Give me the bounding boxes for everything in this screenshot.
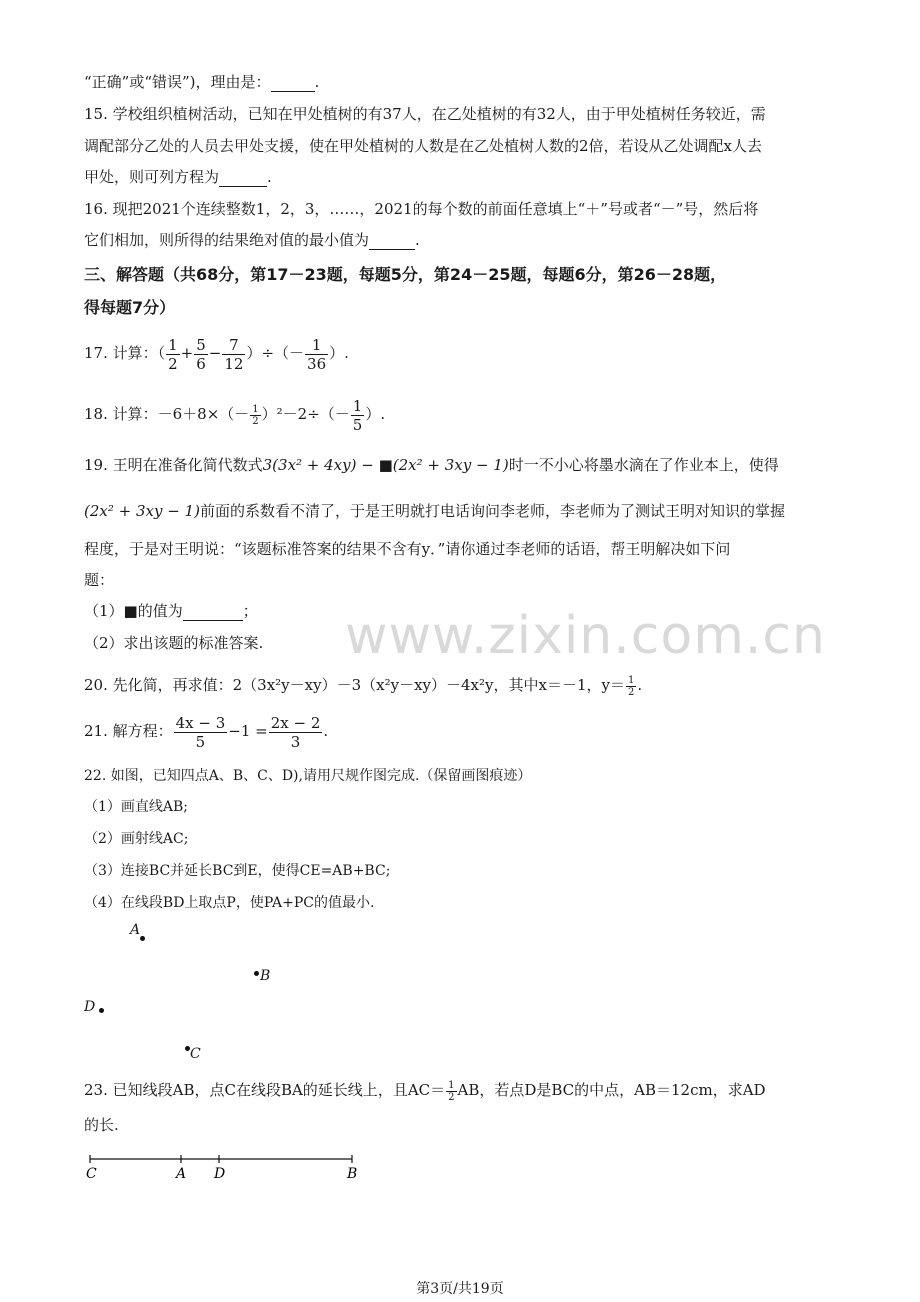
frac-denominator: 3 — [290, 732, 301, 751]
point-d — [99, 1008, 104, 1013]
q15-end: . — [267, 168, 272, 186]
label-d: D — [214, 1166, 226, 1182]
q17-frac4 — [305, 336, 328, 373]
q17-frac3 — [222, 336, 245, 373]
q16-line2-text: 它们相加，则所得的结果绝对值的最小值为 — [84, 231, 370, 249]
q19-expression: 3(3x² + 4xy) − ■(2x² + 3xy − 1) — [262, 456, 509, 474]
section3-heading-line2: 得每题7分） — [84, 298, 176, 317]
watermark: www.zixin.com.cn — [345, 606, 826, 666]
q20 — [84, 670, 642, 700]
q17-frac1 — [166, 336, 180, 373]
q18-frac2 — [351, 397, 365, 434]
q20-text: 20. 先化简，再求值：2（3x²y－xy）－3（x²y－xy）－4x²y，其中x＝－1，y＝ — [84, 676, 625, 694]
point-a — [140, 936, 145, 941]
q19-line2-expression: (2x² + 3xy − 1) — [84, 502, 200, 520]
q21-suffix: . — [323, 722, 329, 740]
q17 — [84, 333, 349, 373]
q15-answer-blank[interactable] — [219, 170, 267, 187]
prev-question-tail — [84, 72, 319, 92]
q21 — [84, 711, 328, 751]
frac-numerator: 4x − 3 — [175, 713, 226, 732]
point-label-b: B — [260, 968, 271, 984]
q17-suffix: ）. — [329, 344, 349, 362]
q23-line2: 的长. — [84, 1116, 119, 1134]
frac-numerator: 1 — [448, 1079, 455, 1091]
q19-sub1-text: （1）■的值为 — [84, 602, 183, 620]
q21-frac2 — [269, 714, 323, 751]
frac-denominator: 2 — [252, 415, 259, 427]
q19-sub2: （2）求出该题的标准答案. — [84, 634, 264, 652]
prev-tail-end: . — [314, 73, 320, 91]
page-footer: 第3页/共19页 — [416, 1281, 504, 1297]
q22-line1: 22. 如图，已知四点A、B、C、D),请用尺规作图完成.（保留画图痕迹） — [84, 768, 532, 784]
q20-suffix: . — [637, 676, 643, 694]
q23-line1 — [84, 1074, 766, 1106]
q16-end: . — [415, 231, 420, 249]
frac-denominator: 5 — [352, 415, 363, 434]
q17-op1: + — [180, 344, 194, 362]
point-label-d: D — [84, 999, 96, 1015]
frac-denominator: 2 — [448, 1091, 455, 1103]
q18-frac1 — [250, 404, 260, 427]
label-a: A — [176, 1166, 187, 1182]
answer-blank[interactable] — [271, 75, 315, 92]
frac-numerator: 1 — [252, 403, 259, 415]
q19-line1-post: 时一不小心将墨水滴在了作业本上，使得 — [508, 456, 779, 474]
frac-denominator: 36 — [307, 354, 327, 373]
frac-numerator: 1 — [305, 336, 328, 355]
q18-prefix: 18. 计算：－6＋8×（－ — [84, 405, 250, 423]
label-c: C — [86, 1166, 97, 1182]
q17-frac2 — [194, 336, 208, 373]
frac-denominator: 6 — [196, 354, 206, 373]
q19-line2-post: 前面的系数看不清了，于是王明就打电话询问李老师，李老师为了测试王明对知识的掌握 — [199, 502, 785, 520]
frac-numerator: 2x − 2 — [270, 713, 321, 732]
frac-numerator: 1 — [168, 335, 178, 354]
q17-op2: − — [208, 344, 222, 362]
q21-frac1 — [174, 714, 228, 751]
q23-segment-figure — [80, 1150, 380, 1190]
q18-suffix: ）. — [365, 405, 386, 423]
frac-denominator: 2 — [627, 686, 635, 698]
q23-frac — [446, 1080, 456, 1103]
q19-answer-blank[interactable] — [183, 604, 243, 621]
label-b: B — [347, 1166, 358, 1182]
point-b — [254, 971, 259, 976]
section3-heading-line1: 三、解答题（共68分，第17－23题，每题5分，第24－25题，每题6分，第26－28题， — [84, 265, 727, 284]
q22-sub2: （2）画射线AC; — [84, 831, 189, 847]
frac-numerator: 1 — [627, 674, 635, 686]
q22-sub1: （1）画直线AB; — [84, 799, 189, 815]
q21-mid: −1 = — [228, 722, 268, 740]
q16-answer-blank[interactable] — [369, 233, 415, 250]
frac-numerator: 5 — [196, 335, 206, 354]
q19-sub1-end: ； — [242, 602, 258, 620]
q22-sub4: （4）在线段BD上取点P，使PA+PC的值最小. — [84, 895, 375, 911]
frac-denominator: 2 — [168, 354, 178, 373]
q17-prefix: 17. 计算：（ — [84, 344, 166, 362]
q15-line1: 15. 学校组织植树活动，已知在甲处植树的有37人，在乙处植树的有32人，由于甲处植树任务较近，需 — [84, 105, 766, 123]
q15-line3-text: 甲处，则可列方程为 — [84, 168, 220, 186]
q16-line1: 16. 现把2021个连续整数1，2，3，……，2021的每个数的前面任意填上“＋”号或者“－”号，然后将 — [84, 200, 759, 218]
q16-line2 — [84, 230, 420, 250]
frac-denominator: 5 — [195, 732, 206, 751]
q19-line1-pre: 19. 王明在准备化简代数式 — [84, 456, 263, 474]
q21-prefix: 21. 解方程： — [84, 722, 173, 740]
prev-tail-text: “正确”或“错误”)，理由是： — [84, 73, 271, 91]
q23-line1-pre: 23. 已知线段AB，点C在线段BA的延长线上，且AC＝ — [84, 1081, 446, 1099]
point-label-a: A — [130, 922, 141, 938]
q15-line2: 调配部分乙处的人员去甲处支援，使在甲处植树的人数是在乙处植树人数的2倍，若设从乙处调配x人去 — [84, 137, 763, 155]
q19-line4: 题： — [84, 571, 115, 589]
q18 — [84, 394, 385, 434]
q22-sub3: （3）连接BC并延长BC到E，使得CE=AB+BC; — [84, 863, 391, 879]
frac-denominator: 12 — [224, 354, 244, 373]
q15-line3 — [84, 167, 272, 187]
q23-line1-post: AB，若点D是BC的中点，AB＝12cm，求AD — [457, 1081, 766, 1099]
frac-numerator: 1 — [352, 396, 363, 415]
q19-line3: 程度，于是对王明说：“该题标准答案的结果不含有y．”请你通过李老师的话语，帮王明解决如下问 — [84, 540, 731, 558]
q19-line1 — [84, 455, 779, 475]
q19-line2 — [84, 501, 785, 521]
q19-sub1 — [84, 601, 258, 621]
q20-frac — [626, 675, 636, 698]
q18-mid: ）²－2÷（－ — [261, 405, 350, 423]
frac-numerator: 7 — [222, 336, 245, 355]
point-label-c: C — [190, 1046, 201, 1062]
q17-mid: ）÷（－ — [246, 344, 305, 362]
